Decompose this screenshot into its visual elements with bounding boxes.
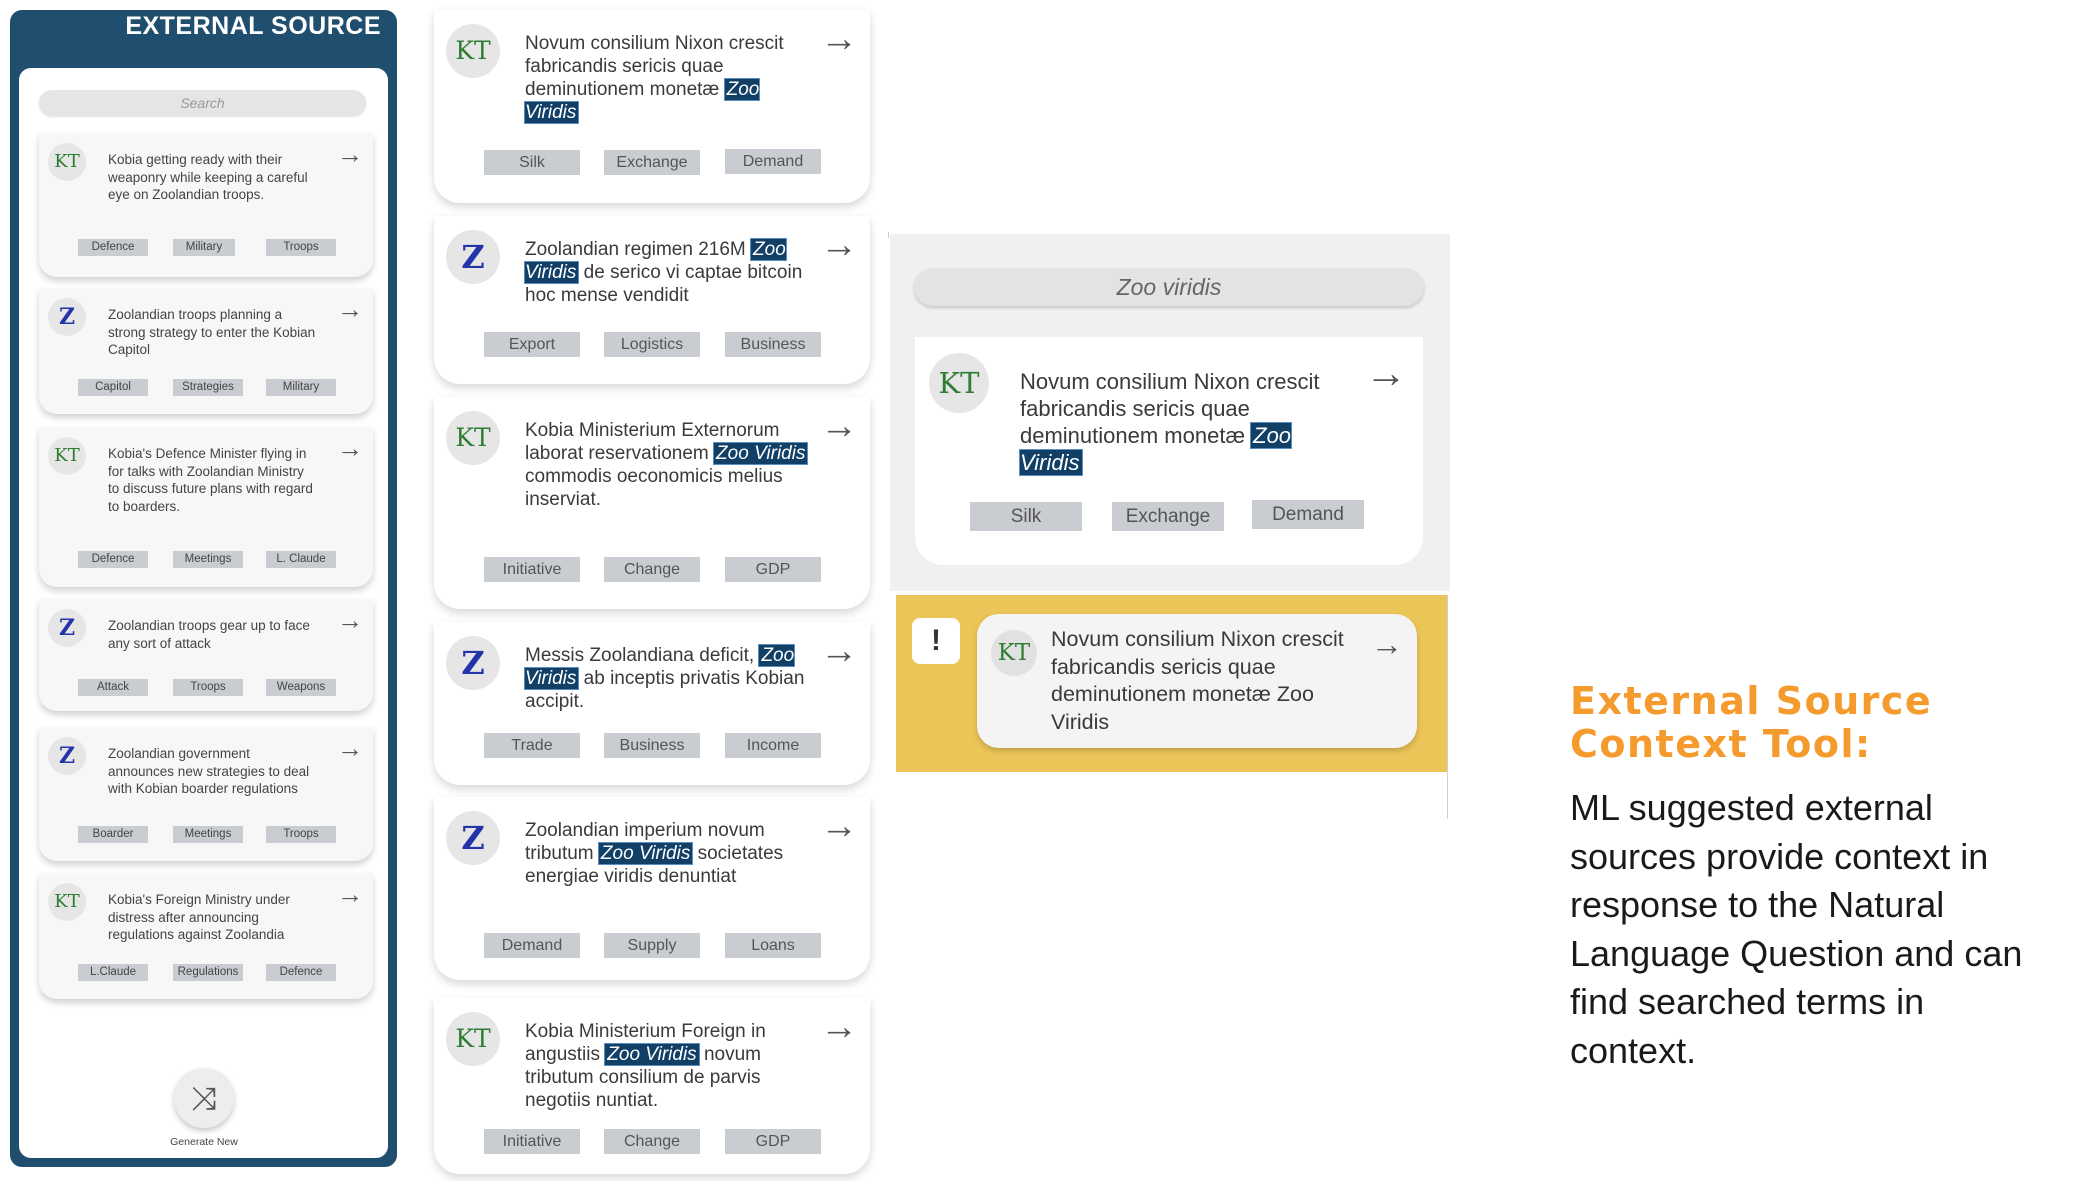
source-avatar: KT — [48, 883, 86, 921]
tag[interactable]: Trade — [484, 733, 580, 758]
source-text: Zoolandian troops planning a strong strategy to enter the Kobian Capitol — [108, 307, 316, 357]
result-text: Kobia Ministerium Foreign in angustiis Zoo Viridis novum tributum consilium de parvis negotiis nuntiat. — [525, 1021, 766, 1111]
arrow-right-icon[interactable]: → — [337, 605, 363, 635]
result-card[interactable] — [434, 397, 870, 609]
tag[interactable]: Meetings — [173, 826, 243, 843]
result-text: Novum consilium Nixon crescit fabricandis sericis quae deminutionem monetæ Zoo Viridis — [525, 33, 784, 123]
source-card[interactable] — [39, 727, 373, 861]
tag[interactable]: Capitol — [78, 379, 148, 396]
tag[interactable]: L. Claude — [266, 551, 336, 568]
highlight-term: Zoo Viridis — [716, 443, 806, 464]
arrow-right-icon[interactable]: → — [1365, 349, 1407, 396]
result-avatar: KT — [991, 630, 1037, 676]
arrow-right-icon[interactable]: → — [337, 433, 363, 463]
caption-body: ML suggested external sources provide context in response to the Natural Language Question and can find searched terms in context. — [1570, 787, 2023, 1071]
result-avatar: KT — [929, 353, 989, 413]
source-card[interactable] — [39, 133, 373, 277]
highlight-term: Zoo Viridis — [525, 645, 795, 689]
tag[interactable]: Military — [266, 379, 336, 396]
tag[interactable]: Initiative — [484, 1129, 580, 1154]
tag[interactable]: Meetings — [173, 551, 243, 568]
result-card[interactable] — [434, 998, 870, 1174]
highlight-term: Zoo Viridis — [600, 843, 691, 864]
arrow-right-icon[interactable]: → — [820, 18, 858, 60]
divider — [1447, 595, 1448, 819]
tag[interactable]: Supply — [604, 933, 700, 958]
result-card[interactable] — [434, 216, 870, 384]
highlight-term: Zoo Viridis — [607, 1044, 697, 1065]
tag[interactable]: Income — [725, 733, 821, 758]
tag[interactable]: GDP — [725, 1129, 821, 1154]
highlight-term: Zoo Viridis — [1020, 423, 1292, 475]
result-text: Messis Zoolandiana deficit, Zoo Viridis ab inceptis privatis Kobian accipit. — [525, 645, 805, 712]
tag[interactable]: Exchange — [604, 150, 700, 175]
source-card[interactable] — [39, 599, 373, 711]
tag[interactable]: Business — [604, 733, 700, 758]
highlight-term: Zoo Viridis — [525, 79, 760, 123]
result-avatar: Z — [446, 811, 500, 865]
result-avatar: Z — [446, 230, 500, 284]
search-input[interactable]: Zoo viridis — [914, 268, 1424, 306]
generate-new-label: Generate New — [170, 1136, 238, 1148]
source-text: Kobia's Foreign Ministry under distress after announcing regulations against Zoolandia — [108, 892, 290, 942]
panel-title: EXTERNAL SOURCE — [125, 12, 381, 40]
tag[interactable]: GDP — [725, 557, 821, 582]
tag[interactable]: Silk — [484, 150, 580, 175]
tag[interactable]: Demand — [725, 149, 821, 174]
caption-title: External Source Context Tool: — [1570, 679, 1933, 766]
arrow-right-icon[interactable]: → — [820, 405, 858, 447]
result-text: Zoolandian imperium novum tributum Zoo Viridis societates energiae viridis denuntiat — [525, 820, 784, 887]
result-text: Novum consilium Nixon crescit fabricandis sericis quae deminutionem monetæ Zoo Viridis — [1020, 369, 1320, 475]
alert-icon: ! — [912, 618, 960, 664]
source-avatar: Z — [48, 298, 86, 336]
result-card[interactable] — [434, 797, 870, 980]
tag[interactable]: Attack — [78, 679, 148, 696]
arrow-right-icon[interactable]: → — [820, 1006, 858, 1048]
tag[interactable]: Troops — [266, 239, 336, 256]
tag[interactable]: Regulations — [173, 964, 243, 981]
arrow-right-icon[interactable]: → — [337, 139, 363, 169]
result-avatar: Z — [446, 636, 500, 690]
tag[interactable]: Boarder — [78, 826, 148, 843]
result-text: Zoolandian regimen 216M Zoo Viridis de serico vi captae bitcoin hoc mense vendidit — [525, 239, 803, 306]
result-card-zoomed[interactable] — [915, 337, 1423, 565]
source-text: Zoolandian troops gear up to face any sort of attack — [108, 618, 310, 651]
arrow-right-icon[interactable]: → — [337, 879, 363, 909]
arrow-right-icon[interactable]: → — [820, 805, 858, 847]
source-avatar: Z — [48, 609, 86, 647]
arrow-right-icon[interactable]: → — [337, 294, 363, 324]
result-avatar: KT — [446, 411, 500, 465]
shuffle-icon[interactable]: ⤨ — [174, 1068, 234, 1128]
highlight-term: Zoo Viridis — [525, 239, 786, 283]
tag[interactable]: Strategies — [173, 379, 243, 396]
tag[interactable]: Loans — [725, 933, 821, 958]
source-avatar: Z — [48, 737, 86, 775]
source-card[interactable] — [39, 427, 373, 587]
tag[interactable]: Troops — [173, 679, 243, 696]
tag[interactable]: Export — [484, 332, 580, 357]
tag[interactable]: Change — [604, 557, 700, 582]
result-avatar: KT — [446, 1012, 500, 1066]
arrow-right-icon[interactable]: → — [820, 224, 858, 266]
alert-card[interactable] — [977, 614, 1417, 748]
tag[interactable]: Silk — [970, 502, 1082, 531]
tag[interactable]: Logistics — [604, 332, 700, 357]
search-input[interactable]: Search — [39, 90, 366, 116]
tag[interactable]: Defence — [78, 551, 148, 568]
result-card[interactable] — [434, 10, 870, 203]
result-text: Kobia Ministerium Externorum laborat reservationem Zoo Viridis commodis oeconomicis melius inserviat. — [525, 420, 806, 510]
tag[interactable]: L.Claude — [78, 964, 148, 981]
tag[interactable]: Business — [725, 332, 821, 357]
source-avatar: KT — [48, 437, 86, 475]
arrow-right-icon[interactable]: → — [820, 630, 858, 672]
tag[interactable]: Military — [173, 239, 235, 256]
arrow-right-icon[interactable]: → — [337, 733, 363, 763]
source-text: Kobia getting ready with their weaponry while keeping a careful eye on Zoolandian troops. — [108, 152, 308, 202]
source-text: Kobia's Defence Minister flying in for talks with Zoolandian Ministry to discuss future plans with regard to boarders. — [108, 446, 313, 514]
tag[interactable]: Change — [604, 1129, 700, 1154]
arrow-right-icon[interactable]: → — [1371, 626, 1403, 662]
tag[interactable]: Demand — [1252, 500, 1364, 529]
alert-text: Novum consilium Nixon crescit fabricandis sericis quae deminutionem monetæ Zoo Viridis — [1051, 627, 1344, 734]
source-card[interactable] — [39, 288, 373, 414]
divider — [888, 232, 889, 238]
result-avatar: KT — [446, 24, 500, 78]
tag[interactable]: Initiative — [484, 557, 580, 582]
source-avatar: KT — [48, 143, 86, 181]
tag[interactable]: Weapons — [266, 679, 336, 696]
tag[interactable]: Demand — [484, 933, 580, 958]
tag[interactable]: Defence — [78, 239, 148, 256]
source-text: Zoolandian government announces new strategies to deal with Kobian boarder regulations — [108, 746, 310, 796]
tag[interactable]: Troops — [266, 826, 336, 843]
tag[interactable]: Exchange — [1112, 502, 1224, 531]
source-card[interactable] — [39, 873, 373, 999]
result-card[interactable] — [434, 622, 870, 785]
tag[interactable]: Defence — [266, 964, 336, 981]
